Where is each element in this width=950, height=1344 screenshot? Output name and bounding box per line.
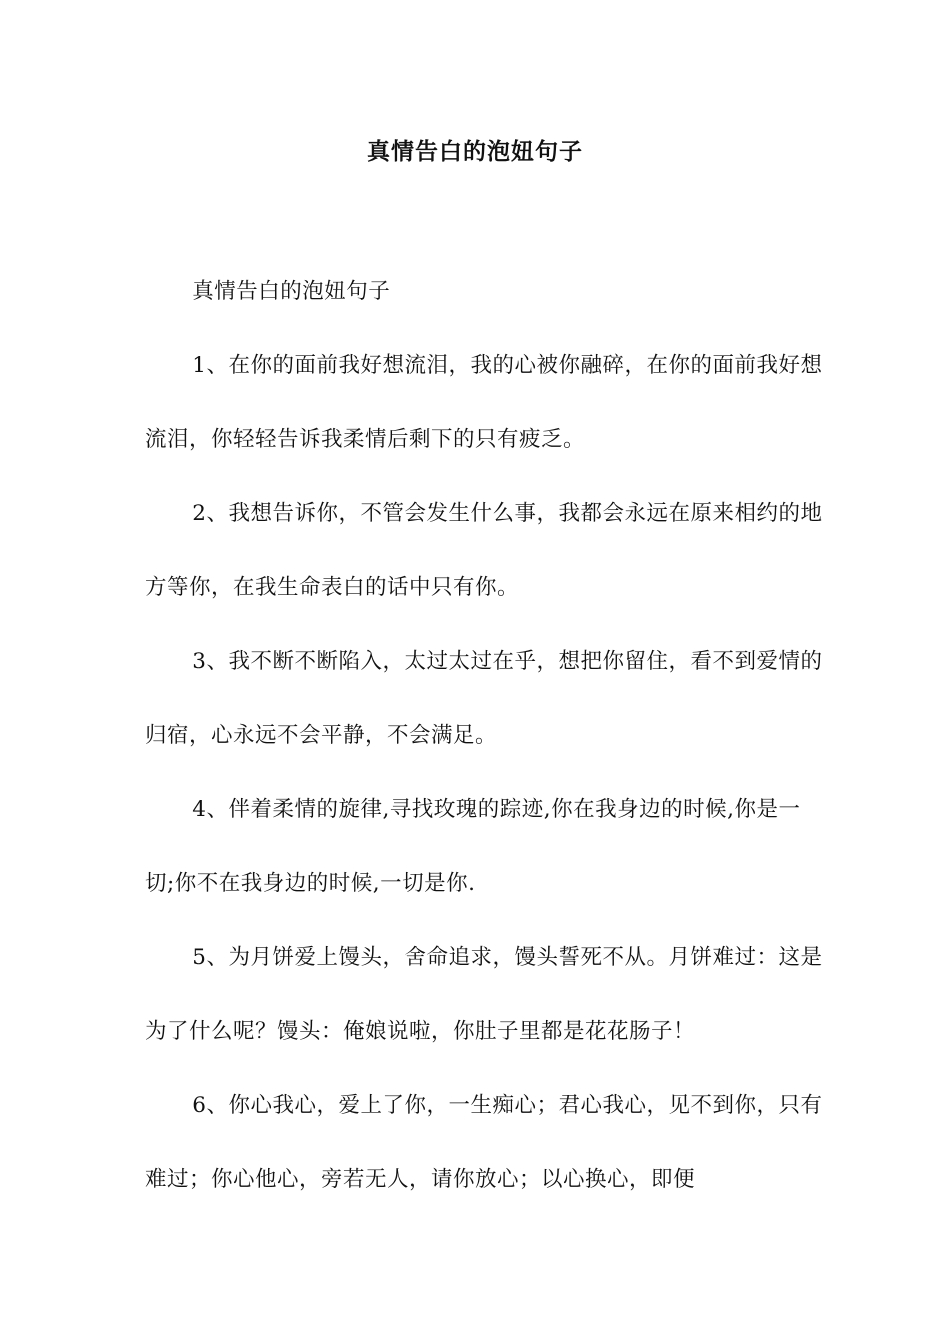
paragraph-1: 1、在你的面前我好想流泪，我的心被你融碎，在你的面前我好想流泪，你轻轻告诉我柔情后剩下的只有疲乏。 bbox=[145, 353, 823, 452]
paragraph-6: 6、你心我心，爱上了你，一生痴心；君心我心，见不到你，只有难过；你心他心，旁若无人，请你放心；以心换心，即便 bbox=[145, 1093, 823, 1192]
paragraph-3: 3、我不断不断陷入，太过太过在乎，想把你留住，看不到爱情的归宿，心永远不会平静，不会满足。 bbox=[145, 649, 823, 748]
document-body bbox=[145, 255, 825, 1217]
subtitle-paragraph: 真情告白的泡妞句子 bbox=[192, 279, 391, 304]
paragraph-4: 4、伴着柔情的旋律,寻找玫瑰的踪迹,你在我身边的时候,你是一切;你不在我身边的时候,一切是你. bbox=[145, 797, 801, 896]
paragraph-5: 5、为月饼爱上馒头，舍命追求，馒头誓死不从。月饼难过：这是为了什么呢？馒头：俺娘说啦，你肚子里都是花花肠子！ bbox=[145, 945, 823, 1044]
document-title: 真情告白的泡妞句子 bbox=[367, 138, 583, 165]
paragraph-2: 2、我想告诉你，不管会发生什么事，我都会永远在原来相约的地方等你，在我生命表白的话中只有你。 bbox=[145, 501, 823, 600]
